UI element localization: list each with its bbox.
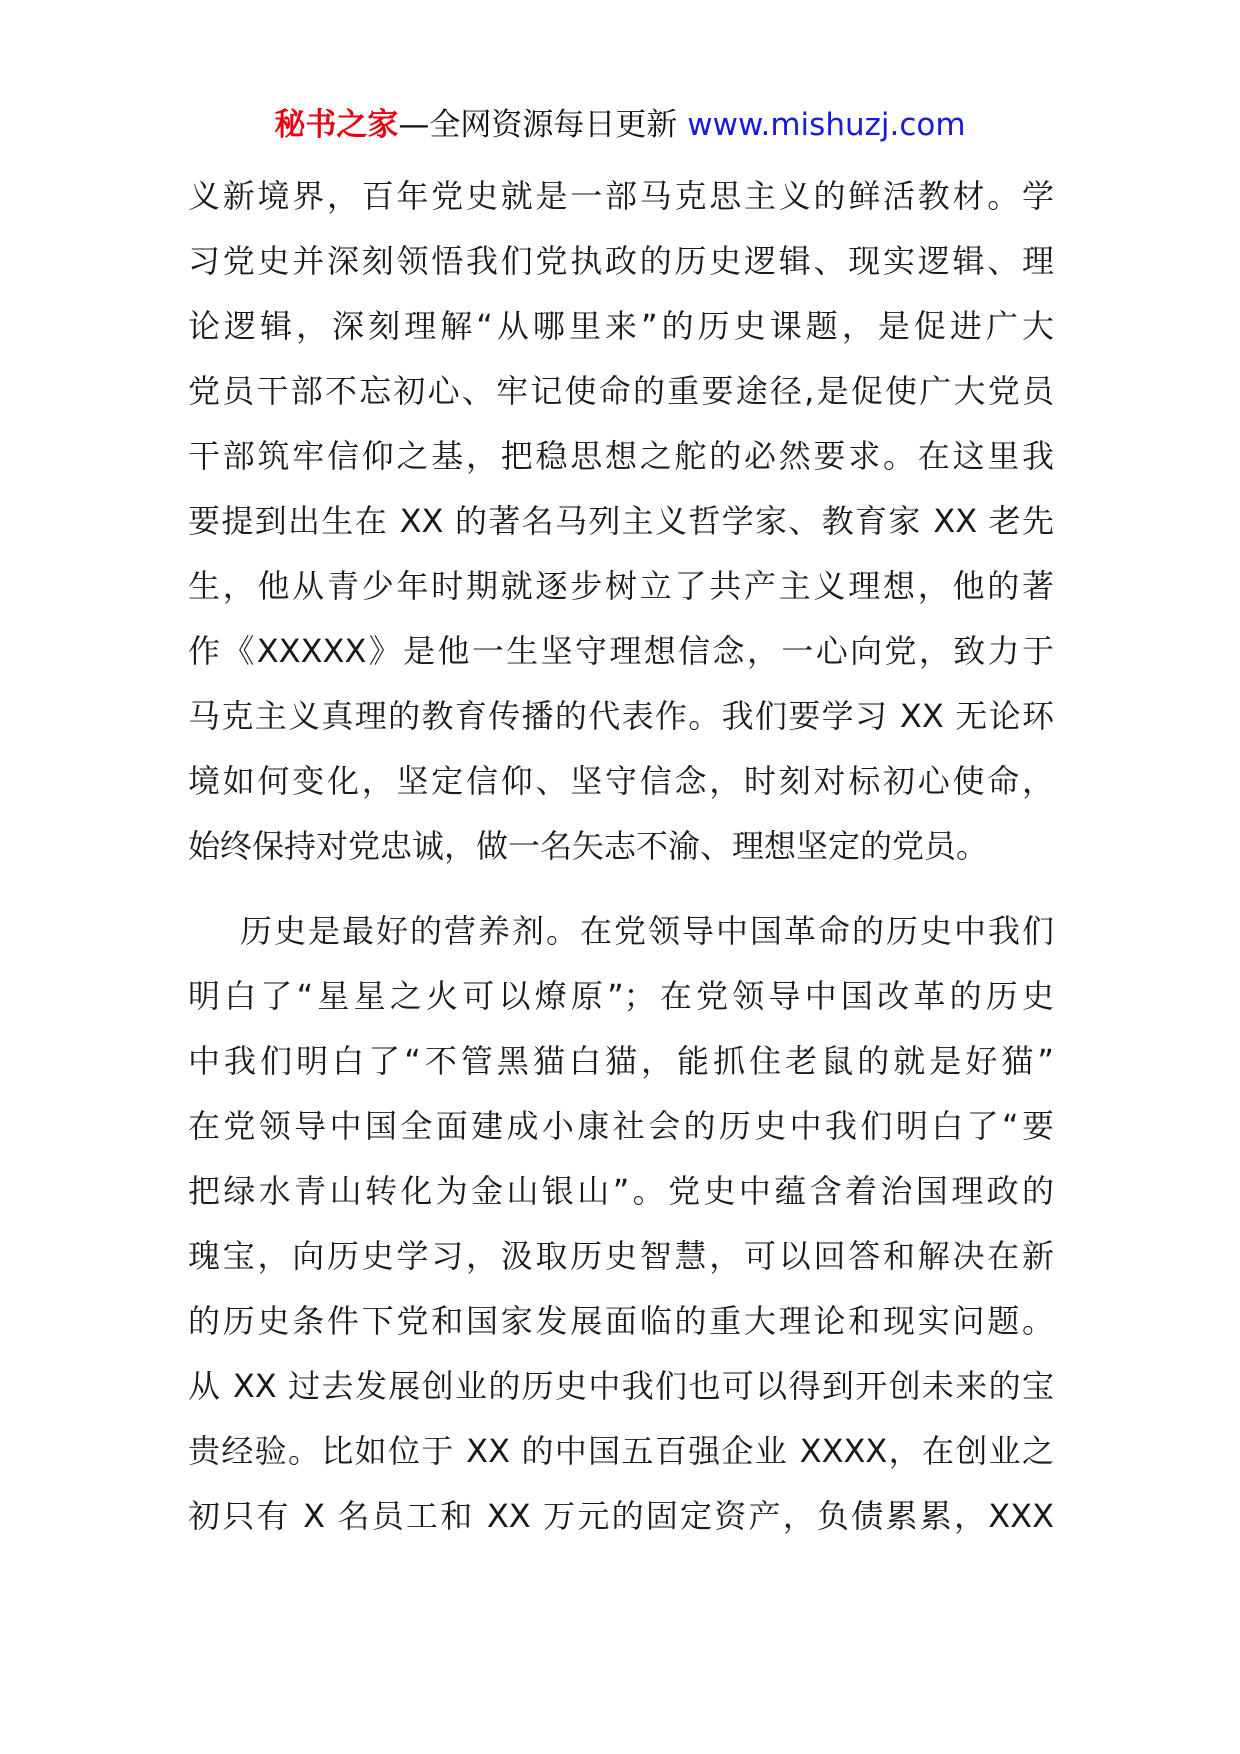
text-line: 从 XX 过去发展创业的历史中我们也可以得到开创未来的宝 (188, 1367, 1054, 1405)
text-line: 的历史条件下党和国家发展面临的重大理论和现实问题。 (188, 1302, 1054, 1340)
paragraph-2 (188, 899, 1054, 1549)
document-body (188, 164, 1054, 1549)
text-line: 作《XXXXX》是他一生坚守理想信念，一心向党，致力于 (188, 632, 1054, 670)
site-url-link[interactable]: www.mishuzj.com (687, 107, 966, 143)
text-line: 贵经验。比如位于 XX 的中国五百强企业 XXXX，在创业之 (188, 1432, 1054, 1470)
text-line: 中我们明白了“不管黑猫白猫，能抓住老鼠的就是好猫” (188, 1042, 1054, 1080)
text-line: 生，他从青少年时期就逐步树立了共产主义理想，他的著 (188, 567, 1054, 605)
page-header (0, 100, 1240, 150)
paragraph-1 (188, 164, 1054, 879)
text-line: 瑰宝，向历史学习，汲取历史智慧，可以回答和解决在新 (188, 1237, 1054, 1275)
text-line: 要提到出生在 XX 的著名马列主义哲学家、教育家 XX 老先 (188, 502, 1054, 540)
text-line: 境如何变化，坚定信仰、坚守信念，时刻对标初心使命， (188, 762, 1054, 800)
text-line: 初只有 X 名员工和 XX 万元的固定资产，负债累累，XXX (188, 1497, 1054, 1535)
text-line: 义新境界，百年党史就是一部马克思主义的鲜活教材。学 (188, 177, 1054, 215)
text-line: 习党史并深刻领悟我们党执政的历史逻辑、现实逻辑、理 (188, 242, 1054, 280)
site-brand: 秘书之家 (274, 107, 399, 143)
text-line: 党员干部不忘初心、牢记使命的重要途径,是促使广大党员 (188, 372, 1054, 410)
text-line: 在党领导中国全面建成小康社会的历史中我们明白了“要 (188, 1107, 1054, 1145)
site-tagline: —全网资源每日更新 (398, 107, 688, 143)
text-line: 始终保持对党忠诚，做一名矢志不渝、理想坚定的党员。 (188, 827, 989, 865)
text-line: 马克主义真理的教育传播的代表作。我们要学习 XX 无论环 (188, 697, 1054, 735)
text-line: 干部筑牢信仰之基，把稳思想之舵的必然要求。在这里我 (188, 437, 1054, 475)
text-line: 论逻辑，深刻理解“从哪里来”的历史课题，是促进广大 (188, 307, 1054, 345)
text-line-indented (188, 899, 1054, 964)
text-line: 明白了“星星之火可以燎原”；在党领导中国改革的历史 (188, 977, 1054, 1015)
text-line-content: 历史是最好的营养剂。在党领导中国革命的历史中我们 (238, 912, 1054, 950)
text-line: 把绿水青山转化为金山银山”。党史中蕴含着治国理政的 (188, 1172, 1054, 1210)
